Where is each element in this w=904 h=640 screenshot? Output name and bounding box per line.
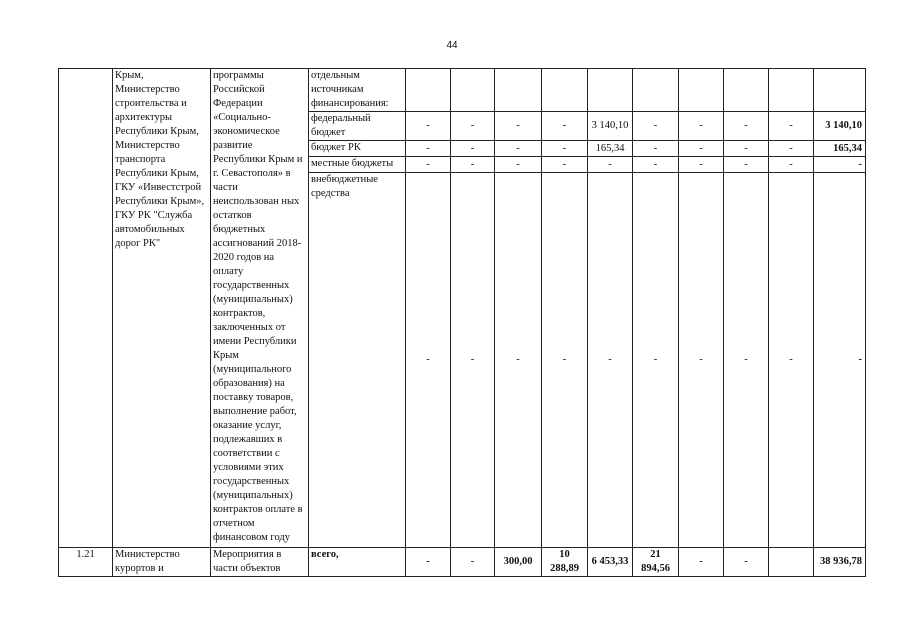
value-cell: - [451,548,495,577]
value-cell [769,548,814,577]
table-row [59,69,866,112]
source-cell: внебюджетные средства [309,173,406,548]
executor-cell: Крым, Министерство строительства и архитектуры Республики Крым, Министерство транспорта Республики Крым, ГКУ «Инвестстрой Республики Крым», ГКУ РК "Служба автомобильных дорог РК" [113,69,211,548]
value-cell: 10 288,89 [542,548,588,577]
measure-cell: Мероприятия в части объектов [211,548,309,577]
value-cell [769,69,814,112]
source-cell: федеральный бюджет [309,112,406,141]
value-cell: 165,34 [588,141,633,157]
value-cell [588,69,633,112]
value-cell: - [406,112,451,141]
value-cell: - [542,173,588,548]
value-cell: 6 453,33 [588,548,633,577]
row-number-cell: 1.21 [59,548,113,577]
value-cell: - [633,112,679,141]
value-cell: - [769,157,814,173]
value-cell [451,69,495,112]
value-cell: - [451,157,495,173]
value-cell: - [633,157,679,173]
value-cell: - [406,173,451,548]
value-cell: - [679,112,724,141]
total-cell: 3 140,10 [814,112,866,141]
row-number-cell [59,69,113,548]
value-cell: - [451,141,495,157]
value-cell: - [542,141,588,157]
page-number: 44 [446,40,458,51]
value-cell [724,69,769,112]
value-cell: - [679,141,724,157]
value-cell: - [542,157,588,173]
value-cell: - [769,141,814,157]
value-cell: - [406,548,451,577]
value-cell: - [633,141,679,157]
value-cell: - [724,112,769,141]
value-cell: 3 140,10 [588,112,633,141]
value-cell: 300,00 [495,548,542,577]
source-cell: отдельным источникам финансирования: [309,69,406,112]
value-cell: - [495,141,542,157]
value-cell: - [495,173,542,548]
total-cell: - [814,173,866,548]
value-cell [679,69,724,112]
value-cell: - [451,173,495,548]
value-cell: - [588,173,633,548]
source-cell: бюджет РК [309,141,406,157]
value-cell: - [679,173,724,548]
executor-cell: Министерство курортов и [113,548,211,577]
total-cell: - [814,157,866,173]
source-cell: всего, [309,548,406,577]
source-cell: местные бюджеты [309,157,406,173]
value-cell: - [724,141,769,157]
value-cell: - [406,157,451,173]
value-cell: - [406,141,451,157]
total-cell: 38 936,78 [814,548,866,577]
value-cell: - [769,112,814,141]
value-cell: - [679,548,724,577]
measure-cell: программы Российской Федерации «Социально-экономическое развитие Республики Крым и г. Севастополя» в части неиспользован ных остатков бюджетных ассигнований 2018-2020 годов на оплату государственных (муниципальных) контрактов, заключенных от имени Республики Крым (муниципального образования) на поставку товаров, выполнение работ, оказание услуг, подлежавших в соответствии с условиями этих государственных (муниципальных) контрактов оплате в отчетном финансовом году [211,69,309,548]
value-cell [633,69,679,112]
value-cell: - [724,157,769,173]
value-cell [406,69,451,112]
value-cell: - [451,112,495,141]
total-cell: 165,34 [814,141,866,157]
value-cell: - [724,173,769,548]
value-cell: - [724,548,769,577]
value-cell: - [495,157,542,173]
value-cell [495,69,542,112]
financing-table [58,68,866,577]
value-cell: - [495,112,542,141]
value-cell: - [588,157,633,173]
value-cell: 21 894,56 [633,548,679,577]
value-cell: - [542,112,588,141]
total-cell [814,69,866,112]
table-row [59,548,866,577]
value-cell [542,69,588,112]
value-cell: - [769,173,814,548]
value-cell: - [679,157,724,173]
value-cell: - [633,173,679,548]
